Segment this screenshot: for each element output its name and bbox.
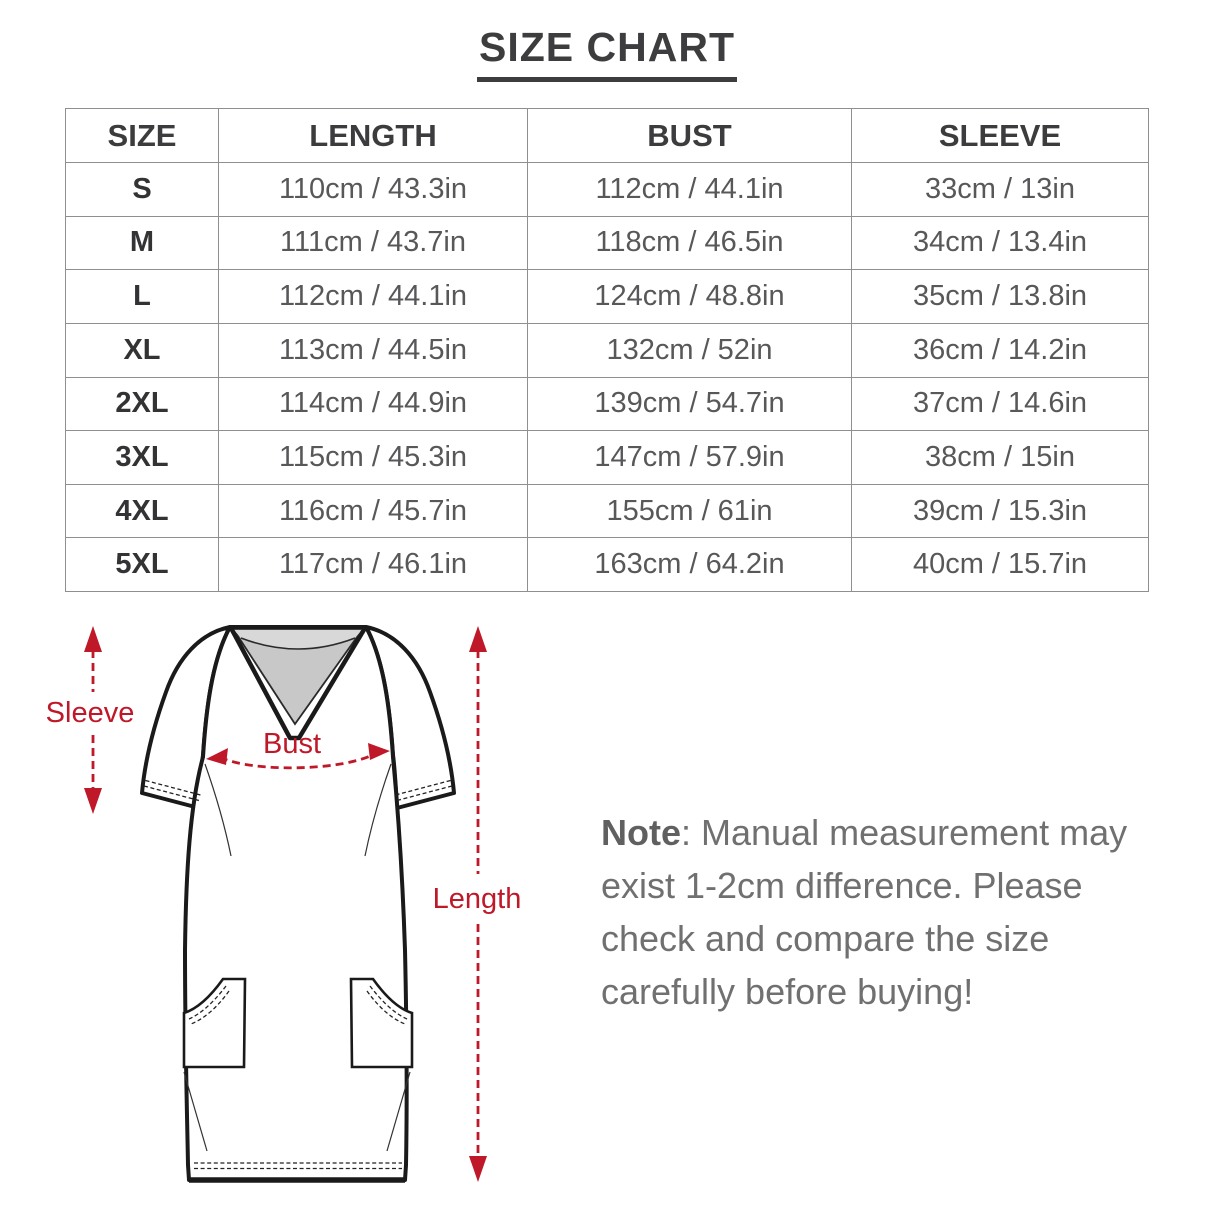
length-label: Length	[432, 883, 522, 915]
cell-size: 3XL	[66, 431, 219, 485]
cell-bust: 155cm / 61in	[528, 484, 852, 538]
page-title: SIZE CHART	[477, 24, 737, 82]
table-row	[66, 216, 1149, 270]
cell-size: M	[66, 216, 219, 270]
sleeve-arrowhead-up	[84, 626, 102, 652]
cell-length: 117cm / 46.1in	[219, 538, 528, 592]
cell-size: L	[66, 270, 219, 324]
note-text	[601, 806, 1153, 1018]
title-wrap	[0, 24, 1214, 82]
cell-length: 116cm / 45.7in	[219, 484, 528, 538]
cell-size: XL	[66, 323, 219, 377]
cell-length: 113cm / 44.5in	[219, 323, 528, 377]
size-table	[65, 108, 1149, 592]
cell-bust: 139cm / 54.7in	[528, 377, 852, 431]
table-row	[66, 484, 1149, 538]
table-row	[66, 377, 1149, 431]
cell-bust: 132cm / 52in	[528, 323, 852, 377]
table-row	[66, 538, 1149, 592]
note-label: Note	[601, 812, 681, 853]
table-row	[66, 323, 1149, 377]
cell-bust: 147cm / 57.9in	[528, 431, 852, 485]
header-length: LENGTH	[219, 109, 528, 163]
cell-size: 2XL	[66, 377, 219, 431]
table-row	[66, 431, 1149, 485]
length-arrowhead-up	[469, 626, 487, 652]
cell-sleeve: 39cm / 15.3in	[852, 484, 1149, 538]
cell-length: 114cm / 44.9in	[219, 377, 528, 431]
cell-sleeve: 37cm / 14.6in	[852, 377, 1149, 431]
cell-sleeve: 33cm / 13in	[852, 163, 1149, 217]
cell-bust: 112cm / 44.1in	[528, 163, 852, 217]
cell-size: S	[66, 163, 219, 217]
cell-bust: 118cm / 46.5in	[528, 216, 852, 270]
length-arrowhead-down	[469, 1156, 487, 1182]
header-bust: BUST	[528, 109, 852, 163]
header-sleeve: SLEEVE	[852, 109, 1149, 163]
bust-label: Bust	[262, 728, 322, 760]
cell-bust: 163cm / 64.2in	[528, 538, 852, 592]
note-body: : Manual measurement may exist 1-2cm difference. Please check and compare the size carefully before buying!	[601, 812, 1128, 1012]
cell-length: 115cm / 45.3in	[219, 431, 528, 485]
cell-sleeve: 38cm / 15in	[852, 431, 1149, 485]
dress-diagram	[30, 600, 590, 1214]
table-row	[66, 163, 1149, 217]
header-size: SIZE	[66, 109, 219, 163]
cell-bust: 124cm / 48.8in	[528, 270, 852, 324]
sleeve-arrowhead-down	[84, 788, 102, 814]
cell-length: 110cm / 43.3in	[219, 163, 528, 217]
table-header-row	[66, 109, 1149, 163]
cell-sleeve: 36cm / 14.2in	[852, 323, 1149, 377]
cell-size: 5XL	[66, 538, 219, 592]
cell-sleeve: 40cm / 15.7in	[852, 538, 1149, 592]
cell-size: 4XL	[66, 484, 219, 538]
table-row	[66, 270, 1149, 324]
cell-sleeve: 35cm / 13.8in	[852, 270, 1149, 324]
cell-sleeve: 34cm / 13.4in	[852, 216, 1149, 270]
cell-length: 111cm / 43.7in	[219, 216, 528, 270]
sleeve-label: Sleeve	[45, 697, 135, 729]
cell-length: 112cm / 44.1in	[219, 270, 528, 324]
